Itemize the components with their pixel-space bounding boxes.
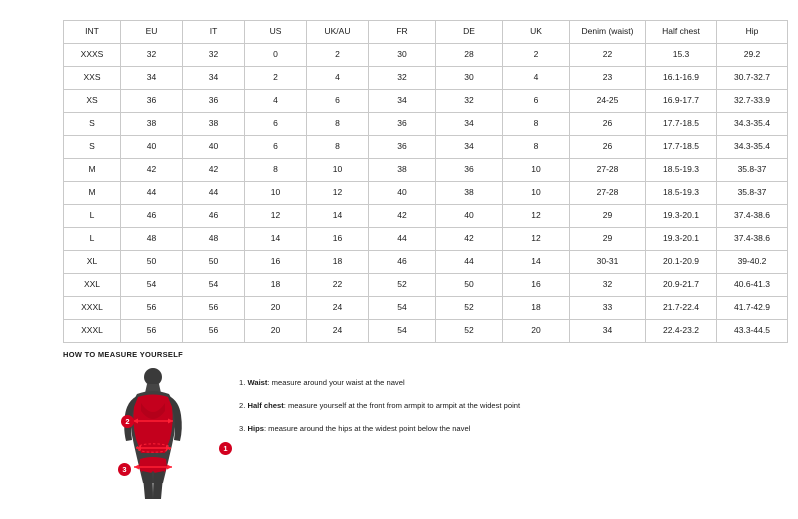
measure-bullet-3: 3 [118, 463, 131, 476]
cell-it: 50 [183, 251, 245, 274]
cell-eu: 56 [121, 297, 183, 320]
body-measurement-illustration [93, 367, 228, 502]
column-header-de: DE [436, 21, 503, 44]
cell-half-chest: 20.9-21.7 [646, 274, 717, 297]
cell-uk: 10 [503, 182, 570, 205]
cell-denim: 29 [570, 228, 646, 251]
cell-eu: 44 [121, 182, 183, 205]
cell-eu: 34 [121, 67, 183, 90]
cell-half-chest: 16.9-17.7 [646, 90, 717, 113]
measure-note-2-term: Half chest [247, 401, 284, 410]
cell-us: 6 [245, 113, 307, 136]
cell-ukau: 2 [307, 44, 369, 67]
cell-eu: 54 [121, 274, 183, 297]
column-header-it: IT [183, 21, 245, 44]
cell-hip: 30.7-32.7 [717, 67, 788, 90]
cell-us: 14 [245, 228, 307, 251]
cell-ukau: 8 [307, 113, 369, 136]
cell-us: 4 [245, 90, 307, 113]
cell-de: 40 [436, 205, 503, 228]
cell-it: 38 [183, 113, 245, 136]
cell-us: 16 [245, 251, 307, 274]
cell-ukau: 6 [307, 90, 369, 113]
cell-int: L [64, 228, 121, 251]
cell-int: S [64, 113, 121, 136]
cell-ukau: 10 [307, 159, 369, 182]
cell-it: 42 [183, 159, 245, 182]
table-row [64, 159, 788, 182]
cell-ukau: 14 [307, 205, 369, 228]
measure-note-3-text: : measure around the hips at the widest point below the navel [263, 424, 471, 433]
cell-eu: 42 [121, 159, 183, 182]
cell-hip: 39-40.2 [717, 251, 788, 274]
cell-int: XXXL [64, 320, 121, 343]
cell-fr: 36 [369, 113, 436, 136]
cell-hip: 40.6-41.3 [717, 274, 788, 297]
cell-denim: 33 [570, 297, 646, 320]
cell-int: S [64, 136, 121, 159]
cell-eu: 40 [121, 136, 183, 159]
cell-hip: 43.3-44.5 [717, 320, 788, 343]
cell-hip: 41.7-42.9 [717, 297, 788, 320]
cell-half-chest: 17.7-18.5 [646, 136, 717, 159]
cell-fr: 40 [369, 182, 436, 205]
column-header-int: INT [64, 21, 121, 44]
cell-ukau: 18 [307, 251, 369, 274]
cell-ukau: 8 [307, 136, 369, 159]
cell-de: 34 [436, 136, 503, 159]
size-table [63, 20, 788, 343]
table-row [64, 182, 788, 205]
column-header-eu: EU [121, 21, 183, 44]
cell-us: 12 [245, 205, 307, 228]
cell-half-chest: 21.7-22.4 [646, 297, 717, 320]
cell-de: 30 [436, 67, 503, 90]
measure-note-hips [239, 423, 743, 434]
cell-uk: 12 [503, 228, 570, 251]
cell-denim: 27-28 [570, 182, 646, 205]
measure-notes-list [239, 367, 743, 446]
cell-int: XXXS [64, 44, 121, 67]
cell-ukau: 16 [307, 228, 369, 251]
cell-us: 20 [245, 320, 307, 343]
cell-fr: 30 [369, 44, 436, 67]
measure-note-3-term: Hips [247, 424, 264, 433]
cell-uk: 18 [503, 297, 570, 320]
cell-de: 44 [436, 251, 503, 274]
column-header-uk: UK [503, 21, 570, 44]
cell-hip: 32.7-33.9 [717, 90, 788, 113]
cell-us: 0 [245, 44, 307, 67]
cell-us: 18 [245, 274, 307, 297]
how-to-measure-section [63, 350, 743, 502]
cell-uk: 2 [503, 44, 570, 67]
cell-int: M [64, 159, 121, 182]
table-row [64, 320, 788, 343]
cell-uk: 16 [503, 274, 570, 297]
cell-hip: 37.4-38.6 [717, 205, 788, 228]
measure-bullet-2: 2 [121, 415, 134, 428]
cell-hip: 29.2 [717, 44, 788, 67]
cell-fr: 38 [369, 159, 436, 182]
cell-de: 28 [436, 44, 503, 67]
size-table-container [63, 20, 770, 343]
cell-ukau: 22 [307, 274, 369, 297]
measure-note-half-chest [239, 400, 743, 411]
cell-int: XS [64, 90, 121, 113]
cell-it: 44 [183, 182, 245, 205]
cell-half-chest: 19.3-20.1 [646, 228, 717, 251]
cell-it: 56 [183, 320, 245, 343]
cell-us: 10 [245, 182, 307, 205]
column-header-hip: Hip [717, 21, 788, 44]
cell-ukau: 4 [307, 67, 369, 90]
cell-fr: 36 [369, 136, 436, 159]
cell-int: XL [64, 251, 121, 274]
table-row [64, 297, 788, 320]
measure-note-1-text: : measure around your waist at the navel [267, 378, 405, 387]
cell-us: 20 [245, 297, 307, 320]
cell-it: 34 [183, 67, 245, 90]
column-header-fr: FR [369, 21, 436, 44]
cell-us: 6 [245, 136, 307, 159]
cell-half-chest: 17.7-18.5 [646, 113, 717, 136]
how-to-measure-body [63, 367, 743, 502]
cell-ukau: 24 [307, 320, 369, 343]
cell-us: 8 [245, 159, 307, 182]
cell-uk: 4 [503, 67, 570, 90]
cell-uk: 6 [503, 90, 570, 113]
table-row [64, 90, 788, 113]
cell-denim: 32 [570, 274, 646, 297]
cell-eu: 36 [121, 90, 183, 113]
cell-eu: 38 [121, 113, 183, 136]
cell-half-chest: 20.1-20.9 [646, 251, 717, 274]
cell-hip: 34.3-35.4 [717, 113, 788, 136]
cell-hip: 34.3-35.4 [717, 136, 788, 159]
cell-de: 36 [436, 159, 503, 182]
cell-it: 40 [183, 136, 245, 159]
cell-half-chest: 22.4-23.2 [646, 320, 717, 343]
cell-ukau: 24 [307, 297, 369, 320]
cell-denim: 26 [570, 113, 646, 136]
measure-note-2-text: : measure yourself at the front from armpit to armpit at the widest point [283, 401, 521, 410]
cell-denim: 27-28 [570, 159, 646, 182]
cell-uk: 12 [503, 205, 570, 228]
cell-fr: 52 [369, 274, 436, 297]
column-header-us: US [245, 21, 307, 44]
cell-hip: 37.4-38.6 [717, 228, 788, 251]
cell-denim: 23 [570, 67, 646, 90]
cell-de: 38 [436, 182, 503, 205]
cell-fr: 46 [369, 251, 436, 274]
table-row [64, 136, 788, 159]
cell-half-chest: 18.5-19.3 [646, 182, 717, 205]
cell-de: 32 [436, 90, 503, 113]
cell-int: XXXL [64, 297, 121, 320]
cell-de: 34 [436, 113, 503, 136]
cell-denim: 26 [570, 136, 646, 159]
cell-denim: 22 [570, 44, 646, 67]
cell-eu: 50 [121, 251, 183, 274]
cell-int: L [64, 205, 121, 228]
measure-note-3-index: 3. [239, 424, 246, 433]
cell-half-chest: 15.3 [646, 44, 717, 67]
cell-int: XXL [64, 274, 121, 297]
cell-hip: 35.8-37 [717, 182, 788, 205]
cell-uk: 14 [503, 251, 570, 274]
cell-uk: 20 [503, 320, 570, 343]
cell-it: 48 [183, 228, 245, 251]
cell-hip: 35.8-37 [717, 159, 788, 182]
cell-de: 50 [436, 274, 503, 297]
column-header-half-chest: Half chest [646, 21, 717, 44]
measure-bullet-1: 1 [219, 442, 232, 455]
mannequin-figure-icon [93, 367, 213, 502]
table-header-row [64, 21, 788, 44]
cell-ukau: 12 [307, 182, 369, 205]
measure-note-waist [239, 377, 743, 388]
table-row [64, 113, 788, 136]
cell-eu: 48 [121, 228, 183, 251]
cell-half-chest: 19.3-20.1 [646, 205, 717, 228]
cell-eu: 56 [121, 320, 183, 343]
cell-denim: 30-31 [570, 251, 646, 274]
cell-us: 2 [245, 67, 307, 90]
table-row [64, 205, 788, 228]
cell-half-chest: 18.5-19.3 [646, 159, 717, 182]
cell-half-chest: 16.1-16.9 [646, 67, 717, 90]
cell-uk: 8 [503, 113, 570, 136]
cell-int: M [64, 182, 121, 205]
table-row [64, 251, 788, 274]
cell-fr: 54 [369, 320, 436, 343]
how-to-measure-title: HOW TO MEASURE YOURSELF [63, 350, 183, 359]
cell-int: XXS [64, 67, 121, 90]
column-header-denim-waist: Denim (waist) [570, 21, 646, 44]
cell-fr: 34 [369, 90, 436, 113]
cell-it: 54 [183, 274, 245, 297]
cell-eu: 46 [121, 205, 183, 228]
cell-denim: 34 [570, 320, 646, 343]
table-row [64, 274, 788, 297]
cell-it: 56 [183, 297, 245, 320]
measure-note-2-index: 2. [239, 401, 246, 410]
cell-it: 36 [183, 90, 245, 113]
table-row [64, 67, 788, 90]
column-header-ukau: UK/AU [307, 21, 369, 44]
cell-de: 42 [436, 228, 503, 251]
measure-note-1-term: Waist [247, 378, 268, 387]
cell-denim: 24-25 [570, 90, 646, 113]
cell-uk: 8 [503, 136, 570, 159]
cell-uk: 10 [503, 159, 570, 182]
cell-fr: 54 [369, 297, 436, 320]
table-row [64, 228, 788, 251]
cell-it: 32 [183, 44, 245, 67]
cell-fr: 44 [369, 228, 436, 251]
table-row [64, 44, 788, 67]
cell-de: 52 [436, 297, 503, 320]
measure-note-1-index: 1. [239, 378, 246, 387]
cell-de: 52 [436, 320, 503, 343]
cell-it: 46 [183, 205, 245, 228]
cell-eu: 32 [121, 44, 183, 67]
cell-denim: 29 [570, 205, 646, 228]
cell-fr: 42 [369, 205, 436, 228]
cell-fr: 32 [369, 67, 436, 90]
